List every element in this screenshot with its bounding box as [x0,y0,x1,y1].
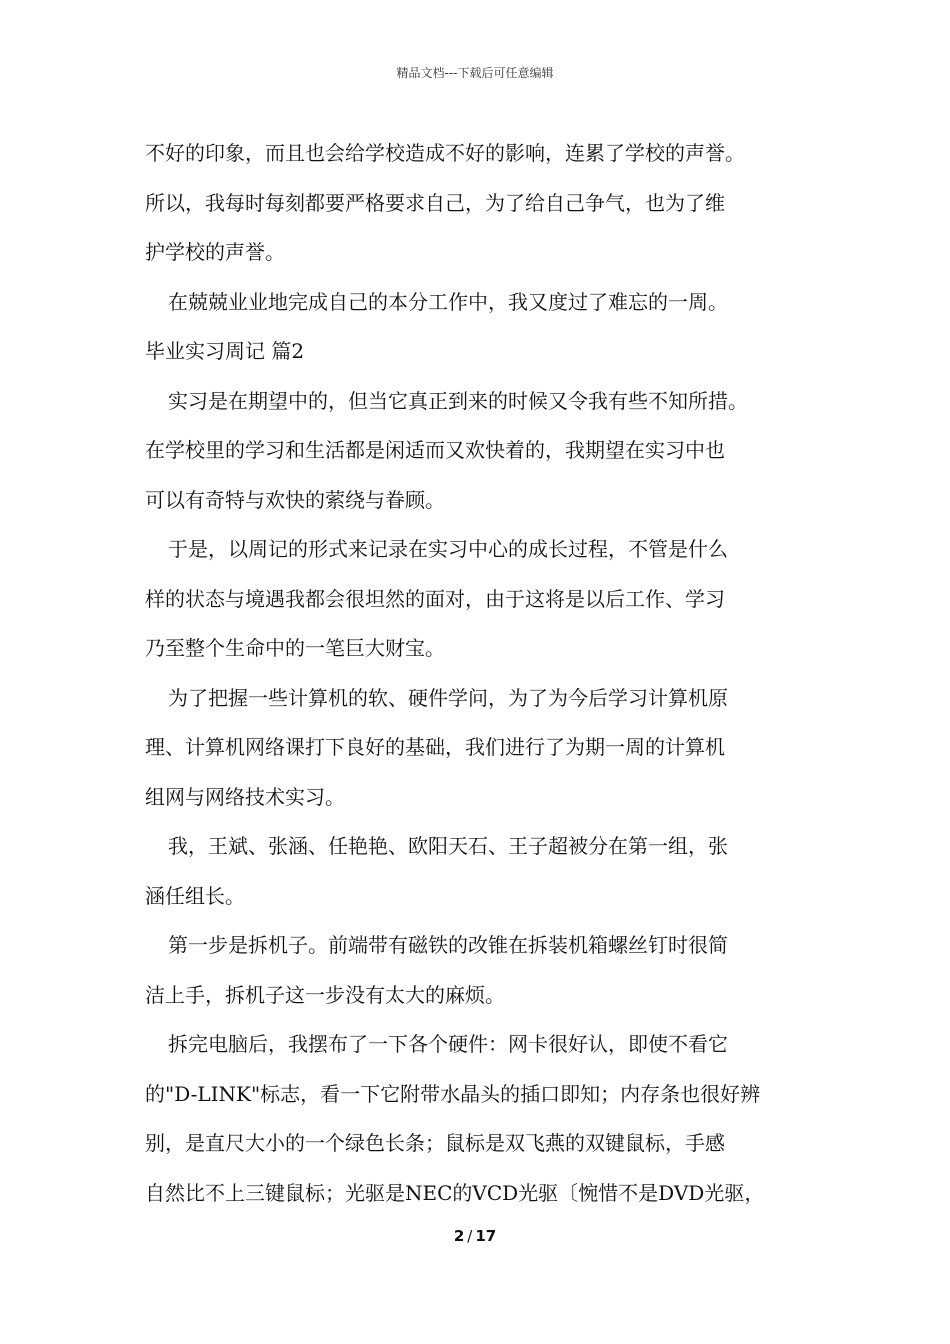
text-line: 的"D-LINK"标志，看一下它附带水晶头的插口即知；内存条也很好辨 [145,1081,761,1106]
page-separator: / [467,1227,473,1245]
text-line: 可以有奇特与欢快的萦绕与眷顾。 [145,487,445,512]
text-line: 第一步是拆机子。前端带有磁铁的改锥在拆装机箱螺丝钉时很简 [168,933,728,957]
text-line: 乃至整个生命中的一笔巨大财宝。 [145,636,445,660]
text-line: 涵任组长。 [145,883,245,908]
text-line: 毕业实习周记 篇2 [145,339,305,363]
total-pages: 17 [475,1227,497,1245]
text-line: 拆完电脑后，我摆布了一下各个硬件：网卡很好认，即使不看它 [168,1032,728,1056]
text-line: 自然比不上三键鼠标；光驱是NEC的VCD光驱〔惋惜不是DVD光驱， [145,1180,765,1205]
text-line: 理、计算机网络课打下良好的基础，我们进行了为期一周的计算机 [145,735,725,759]
text-line: 不好的印象，而且也会给学校造成不好的影响，连累了学校的声誉。 [145,141,745,165]
text-line: 别，是直尺大小的一个绿色长条；鼠标是双飞燕的双键鼠标，手感 [145,1131,725,1155]
text-line: 实习是在期望中的，但当它真正到来的时候又令我有些不知所措。 [168,388,748,413]
text-line: 在学校里的学习和生活都是闲适而又欢快着的，我期望在实习中也 [145,438,725,462]
text-line: 所以，我每时每刻都要严格要求自己，为了给自己争气，也为了维 [145,190,725,215]
document-body [145,129,825,1218]
text-line: 在兢兢业业地完成自己的本分工作中，我又度过了难忘的一周。 [168,289,728,314]
text-line: 护学校的声誉。 [145,240,285,264]
text-line: 洁上手，拆机子这一步没有太大的麻烦。 [145,982,505,1007]
text-line: 于是，以周记的形式来记录在实习中心的成长过程，不管是什么 [168,537,728,561]
text-line: 组网与网络技术实习。 [145,784,345,809]
current-page: 2 [453,1227,465,1245]
page-header: 精品文档---下载后可任意编辑 [396,66,554,80]
text-line: 为了把握一些计算机的软、硬件学问，为了为今后学习计算机原 [168,685,728,710]
text-line: 我，王斌、张涵、任艳艳、欧阳天石、王子超被分在第一组，张 [168,834,728,858]
text-line: 样的状态与境遇我都会很坦然的面对，由于这将是以后工作、学习 [145,586,725,611]
page-number [0,1227,950,1245]
